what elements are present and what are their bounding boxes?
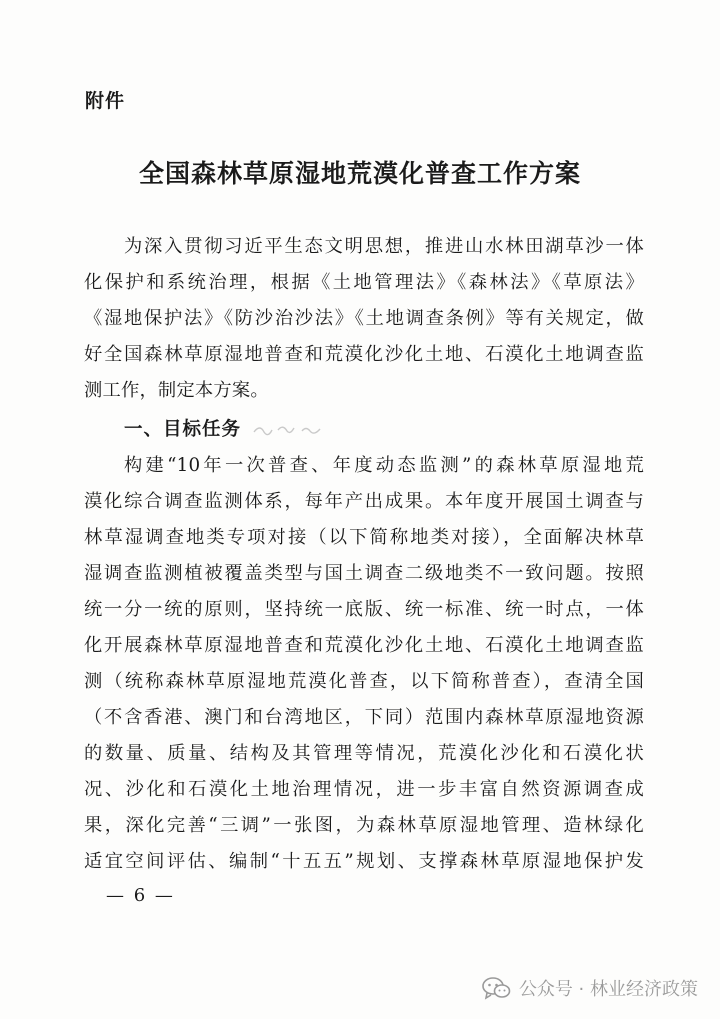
paragraph-2-line: 况、沙化和石漠化土地治理情况，进一步丰富自然资源调查成: [84, 779, 644, 800]
paragraph-2-line: 湿调查监测植被覆盖类型与国土调查二级地类不一致问题。按照: [84, 563, 644, 584]
paragraph-2-line: （不含香港、澳门和台湾地区，下同）范围内森林草原湿地资源: [84, 707, 644, 728]
watermark-text: 公众号 · 林业经济政策: [518, 979, 698, 1000]
page-number: — 6 —: [106, 885, 175, 906]
watermark: [481, 975, 698, 1001]
paragraph-2-line: 构建“10年一次普查、年度动态监测”的森林草原湿地荒: [124, 455, 644, 476]
paragraph-2-line: 漠化综合调查监测体系，每年产出成果。本年度开展国土调查与: [84, 491, 644, 512]
paragraph-2-line: 化开展森林草原湿地普查和荒漠化沙化土地、石漠化土地调查监: [84, 635, 644, 656]
handwritten-mark: [250, 418, 330, 440]
paragraph-1-line: 化保护和系统治理，根据《土地管理法》《森林法》《草原法》: [84, 272, 644, 293]
paragraph-1-line: 测工作，制定本方案。: [84, 380, 269, 401]
paragraph-2-line: 的数量、质量、结构及其管理等情况，荒漠化沙化和石漠化状: [84, 743, 644, 764]
paragraph-1-line: 《湿地保护法》《防沙治沙法》《土地调查条例》等有关规定，做: [84, 308, 644, 329]
attachment-label: 附件: [85, 90, 126, 112]
paragraph-1-line: 为深入贯彻习近平生态文明思想，推进山水林田湖草沙一体: [124, 236, 644, 257]
paragraph-2-line: 果，深化完善“三调”一张图，为森林草原湿地管理、造林绿化: [84, 815, 644, 836]
document-title: 全国森林草原湿地荒漠化普查工作方案: [138, 159, 581, 188]
paragraph-1-line: 好全国森林草原湿地普查和荒漠化沙化土地、石漠化土地调查监: [84, 344, 644, 365]
paragraph-2-line: 测（统称森林草原湿地荒漠化普查，以下简称普查），查清全国: [84, 671, 644, 692]
paragraph-2-line: 统一分一统的原则，坚持统一底版、统一标准、统一时点，一体: [84, 599, 644, 620]
paragraph-2-line: 适宜空间评估、编制“十五五”规划、支撑森林草原湿地保护发: [84, 851, 644, 872]
paragraph-2-line: 林草湿调查地类专项对接（以下简称地类对接），全面解决林草: [84, 527, 644, 548]
wechat-icon: [481, 975, 511, 1001]
section-heading-goals: 一、目标任务: [124, 419, 242, 440]
